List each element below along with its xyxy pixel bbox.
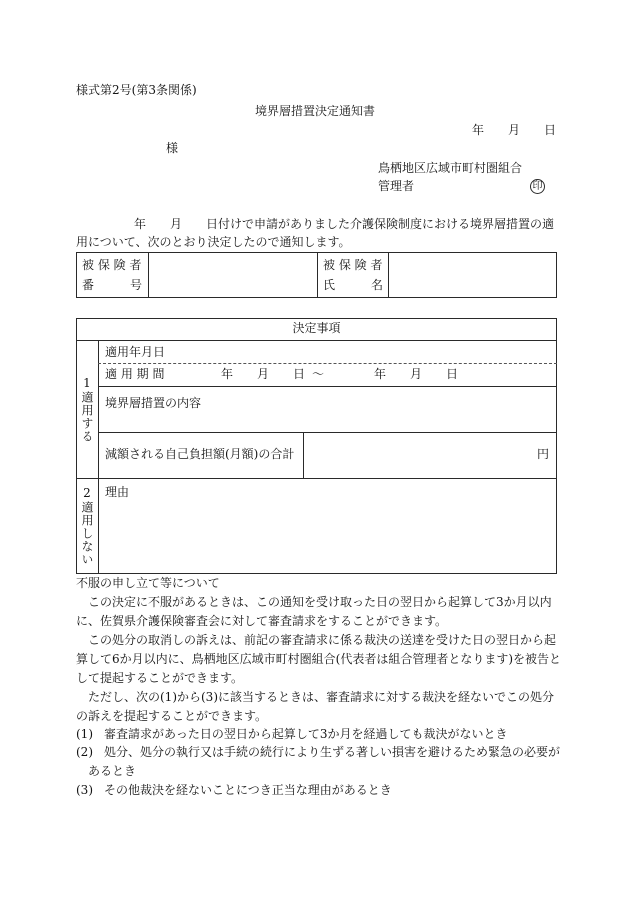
appeal-item-text: その他裁決を経ないことにつき正当な理由があるとき: [104, 783, 392, 797]
reduction-total-label: 減額される自己負担額(月額)の合計: [105, 447, 295, 461]
insured-name-label: 氏 名: [323, 278, 384, 292]
insured-number-label: 番 号: [82, 278, 143, 292]
apply-period-label: 適 用 期 間: [105, 367, 165, 381]
apply-period-to: 年 月 日: [374, 367, 459, 381]
appeal-item-text: 処分、処分の執行又は手続の続行により生ずる著しい損害を避けるため緊急の必要が: [104, 745, 561, 759]
table-divider: [98, 386, 557, 387]
apply-period-from: 年 月 日: [221, 367, 306, 381]
issue-date: 年 月 日: [472, 123, 557, 137]
decision-header: 決定事項: [292, 321, 341, 335]
insured-number-value: [149, 253, 317, 297]
table-divider: [76, 340, 557, 341]
insured-name-value: [389, 253, 556, 297]
table-divider: [98, 432, 557, 433]
intro-line: 用について、次のとおり決定したので通知します。: [76, 235, 351, 249]
intro-line: 年 月 日付けで申請がありました介護保険制度における境界層措置の適: [134, 217, 555, 231]
appeal-item-number: (2): [76, 745, 93, 759]
appeal-paragraph-line: して提起することができます。: [76, 671, 244, 685]
table-divider: [317, 252, 318, 298]
issuer-organization: 鳥栖地区広域市町村圏組合: [378, 161, 523, 175]
apply-section-label: 1適用する: [80, 375, 94, 443]
document-title: 境界層措置決定通知書: [254, 104, 375, 118]
appeal-item-number: (1): [76, 727, 93, 741]
insured-name-label: 被 保 険 者: [323, 258, 383, 272]
reason-label: 理由: [105, 485, 130, 499]
apply-date-label: 適用年月日: [105, 345, 166, 359]
apply-period-separator: ～: [312, 367, 325, 381]
appeal-paragraph-line: の訴えを提起することができます。: [76, 709, 268, 723]
appeal-heading: 不服の申し立て等について: [76, 576, 220, 590]
appeal-paragraph-line: この決定に不服があるときは、この通知を受け取った日の翌日から起算して3か月以内: [88, 595, 552, 609]
appeal-item-text: 審査請求があった日の翌日から起算して3か月を経過しても裁決がないとき: [104, 727, 508, 741]
currency-unit: 円: [537, 447, 550, 461]
appeal-item-text: あるとき: [88, 764, 137, 778]
dashed-divider: [98, 363, 557, 364]
appeal-item-number: (3): [76, 783, 93, 797]
appeal-paragraph-line: この処分の取消しの訴えは、前記の審査請求に係る裁決の送達を受けた日の翌日から起: [88, 633, 557, 647]
seal-stamp: 印: [530, 179, 545, 194]
insured-number-label: 被 保 険 者: [82, 258, 142, 272]
issuer-role: 管理者: [378, 179, 415, 193]
appeal-paragraph-line: 算して6か月以内に、鳥栖地区広域市町村圏組合(代表者は組合管理者となります)を被告と: [76, 652, 562, 666]
not-apply-section-label: 2適用しない: [80, 485, 94, 566]
form-number: 様式第2号(第3条関係): [76, 83, 197, 97]
appeal-paragraph-line: に、佐賀県介護保険審査会に対して審査請求をすることができます。: [76, 614, 448, 628]
measure-content-label: 境界層措置の内容: [105, 396, 202, 410]
table-divider: [98, 340, 99, 573]
table-divider: [76, 478, 557, 479]
addressee-suffix: 様: [166, 141, 179, 155]
table-divider: [303, 432, 304, 478]
appeal-paragraph-line: ただし、次の(1)から(3)に該当するときは、審査請求に対する裁決を経ないでこの処分: [88, 690, 554, 704]
